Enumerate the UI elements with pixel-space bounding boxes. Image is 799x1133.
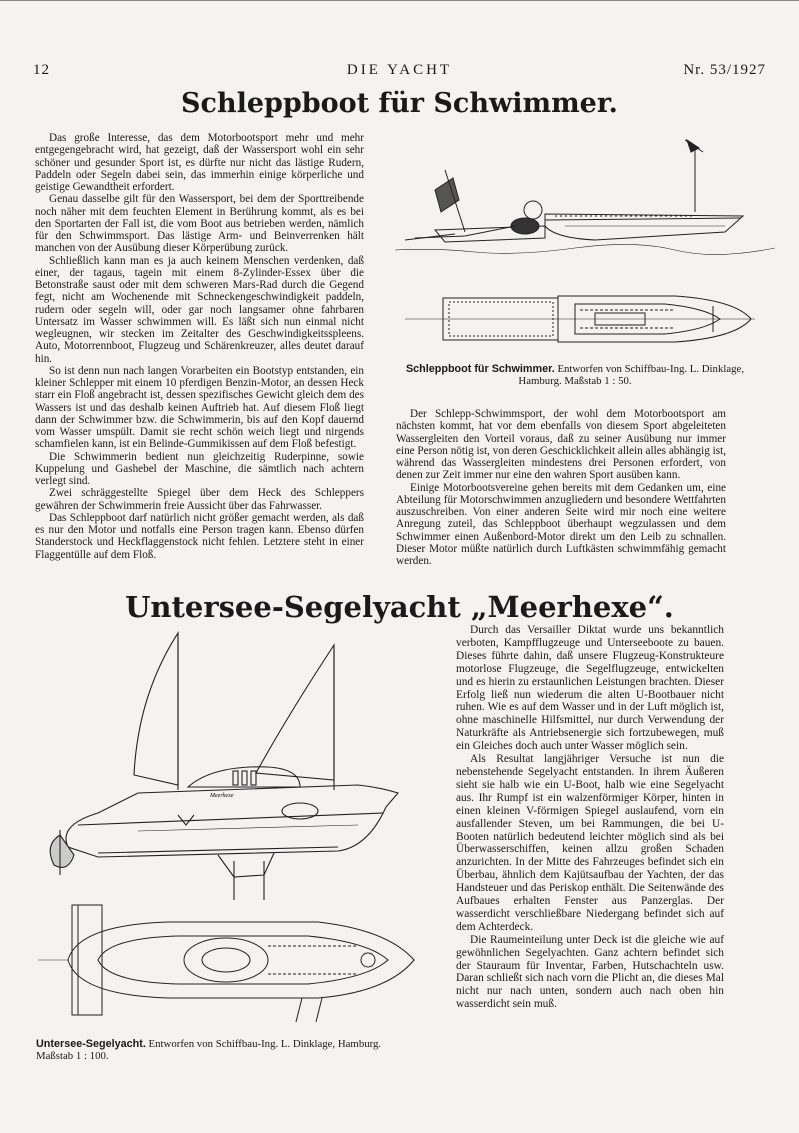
caption-title: Untersee-Segelyacht.: [36, 1038, 146, 1050]
article2-title: Untersee-Segelyacht „Meerhexe“.: [125, 590, 674, 624]
page-top-rule: [0, 0, 799, 1]
towboat-side-view-drawing: [395, 130, 775, 260]
page-number: 12: [33, 62, 50, 78]
paragraph: Schließlich kann man es ja auch keinem Menschen verdenken, daß einer, der tagaus, tagein mit einem 8-Zylinder-Essex über die Betonstraße saust oder mit dem schweren Mars-Rad durch die Gegend fegt, nicht am Wochenende mit Schneckengeschwindigkeit paddeln, rudern oder segeln will, oder gar noch langsamer ohne fahrbaren Untersatz im Wasser schwimmen will. Es läßt sich nun einmal nicht wegleugnen, wir stecken im Zeitalter des Geschwindigkeitsspleens. Auto, Motorrennboot, Flugzeug und Schärenkreuzer, alles deutet darauf hin.: [35, 254, 364, 365]
article2-figure-caption: [36, 1038, 406, 1062]
paragraph: Das Schleppboot darf natürlich nicht größer gemacht werden, als daß es nur den Motor und notfalls eine Person tragen kann. Ebenso dürfen Standerstock und Heckflaggenstock nicht fehlen. Letztere steht in einer Flaggentülle auf dem Floß.: [35, 511, 364, 561]
submarine-yacht-side-view-drawing: [38, 625, 418, 900]
paragraph: Die Raumeinteilung unter Deck ist die gleiche wie auf gewöhnlichen Segelyachten. Ganz achtern befindet sich der Stauraum für Inventar, Farben, Hutschachteln usw. Daran schließt sich nach vorn die Plicht an, die dieses Mal nicht nur nach unten, sondern auch nach oben hin wasserdicht sein muß.: [456, 933, 724, 1011]
paragraph: Die Schwimmerin bedient nun gleichzeitig Ruderpinne, sowie Kuppelung und Gashebel der Maschine, die sämtlich nach achtern verlegt sind.: [35, 450, 364, 487]
paragraph: Das große Interesse, das dem Motorbootsport mehr und mehr entgegengebracht wird, hat gezeigt, daß der Wassersport wohl ein sehr schöner und gesunder Sport ist, es dürfte nur nicht das lästige Rudern, Paddeln oder Segeln dabei sein, das immerhin einige körperliche und geistige Gewandtheit erfordert.: [35, 132, 364, 193]
paragraph: Als Resultat langjähriger Versuche ist nun die nebenstehende Segelyacht entstanden. In ihrem Äußeren sieht sie halb wie ein U-Boot, halb wie eine Segelyacht aus. Ihr Rumpf ist ein walzenförmiger Körper, hinten in einen kleinen V-förmigen Spiegel auslaufend, vorn ein ausfallender Steven, um bei Rammungen, die bei U-Booten natürlich bedeutend leichter möglich sind als bei Überwasserschiffen, keinen allzu großen Schaden anzurichten. In der Mitte des Fahrzeuges befindet sich ein Überbau, ähnlich dem Kajütsaufbau der Yachten, der das Handsteuer und das Periskop enthält. Die Seitenwände des Aufbaues erhalten Fenster aus Panzerglas. Der wasserdicht verschließbare Niedergang befindet sich auf dem Achterdeck.: [456, 753, 724, 933]
magazine-title: DIE YACHT: [346, 62, 453, 78]
paragraph: Genau dasselbe gilt für den Wassersport, bei dem der Sporttreibende noch näher mit dem feuchten Element in Berührung kommt, als es bei den Sportarten der Fall ist, die vom Boot aus betrieben werden, nämlich für den Schwimmsport. Das lästige Arm- und Beinverrenken hält manchen von der Ausübung dieser Körperübung zurück.: [35, 193, 364, 255]
drawing-label: Meerhexe: [210, 793, 234, 799]
article1-title: Schleppboot für Schwimmer.: [181, 88, 618, 119]
paragraph: So ist denn nun nach langen Vorarbeiten ein Bootstyp entstanden, ein kleiner Schlepper mit einem 10 pferdigen Benzin-Motor, an dessen Heck starr ein Floß angebracht ist, dessen spezifisches Gewicht gleich dem des Wassers ist und das deshalb keinen Auftrieb hat. Auf diesem Floß liegt dann der Schwimmer bzw. die Schwimmerin, bis auf den Kopf dauernd vom Wasser umspült. Damit sie recht schön weich liegt und nirgends schamfielen kann, ist ein Belinde-Gummikissen auf dem Floß befestigt.: [35, 364, 364, 451]
article1-right-column: [396, 408, 726, 567]
caption-text: Entworfen von Schiffbau-Ing. L. Dinklage, Hamburg. Maßstab 1 : 50.: [518, 363, 745, 387]
issue-number: Nr. 53/1927: [683, 62, 766, 78]
submarine-yacht-plan-view-drawing: [38, 900, 418, 1025]
paragraph: Der Schlepp-Schwimmsport, der wohl dem Motorbootsport am nächsten kommt, hat vor dem ebenfalls von diesem Sport abgeleiteten Wassergleiten den Vorteil voraus, daß zu seiner Ausübung nur immer eine Person nötig ist, von deren Geschicklichkeit allein alles abhängig ist, während das Wassergleiten mindestens drei Personen erfordert, von denen zur Zeit immer nur eine den wahren Sport ausüben kann.: [396, 408, 726, 482]
article1-left-column: [35, 132, 364, 561]
paragraph: Zwei schräggestellte Spiegel über dem Heck des Schleppers gewähren der Schwimmerin freie Aussicht über das Fahrwasser.: [35, 487, 364, 512]
article1-figure-caption: [405, 363, 745, 387]
towboat-plan-view-drawing: [405, 290, 755, 348]
paragraph: Durch das Versailler Diktat wurde uns bekanntlich verboten, Kampfflugzeuge und Unterseeboote zu bauen. Dieses führte dahin, daß unsere Flugzeug-Konstrukteure motorlose Flugzeuge, die Segelflugzeuge, entwickelten und es hierin zu erstaunlichen Leistungen brachten. Dieser Erfolg ließ nun wiederum die alten U-Bootbauer nicht ruhen. Wie es auf dem Wasser und in der Luft möglich ist, ohne maschinelle Hilfsmittel, nur durch Verwendung der Naturkräfte als Antriebsenergie sich fortzubewegen, muß ein Gleiches doch auch unter Wasser möglich sein.: [456, 624, 724, 753]
paragraph: Einige Motorbootsvereine gehen bereits mit dem Gedanken um, eine Abteilung für Motorschwimmen anzugliedern und besondere Wettfahrten auszuschreiben. Von einer anderen Seite wird mir noch eine weitere Anregung zuteil, das Schleppboot überhaupt wegzulassen und dem Schwimmer einen Außenbord-Motor direkt um den Leib zu schnallen. Dieser Motor müßte natürlich durch Luftkästen schwimmfähig gemacht werden.: [396, 481, 726, 567]
caption-text: Entworfen von Schiffbau-Ing. L. Dinklage, Hamburg. Maßstab 1 : 100.: [36, 1038, 382, 1062]
caption-title: Schleppboot für Schwimmer.: [405, 363, 555, 375]
article2-right-column: [456, 624, 724, 1011]
